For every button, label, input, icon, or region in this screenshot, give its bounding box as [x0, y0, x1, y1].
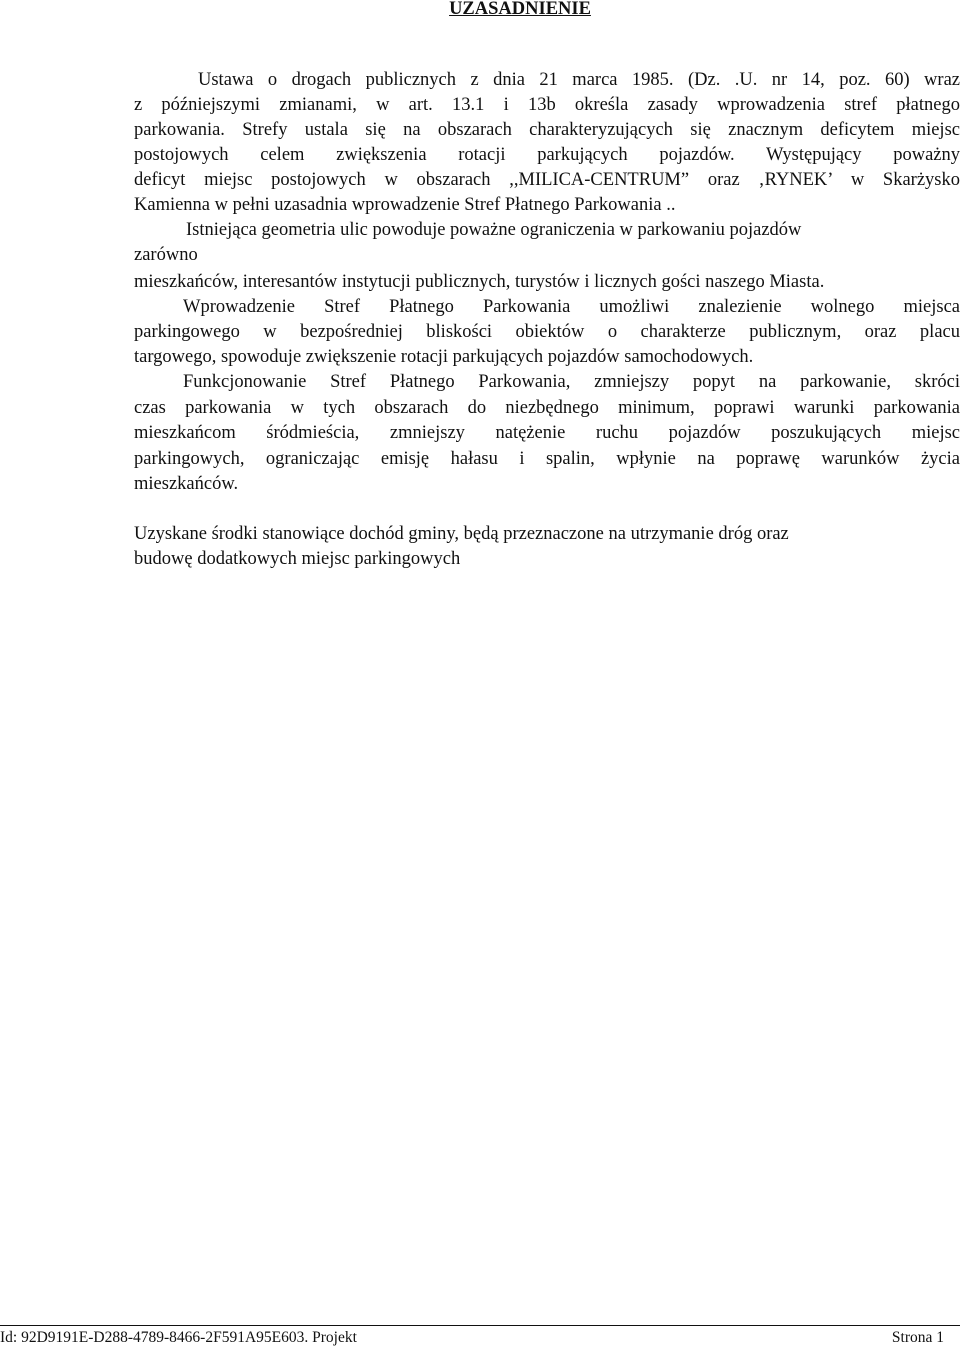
- paragraph-2-line: Wprowadzenie Stref Płatnego Parkowania umożliwi znalezienie wolnego miejsca: [183, 297, 960, 317]
- paragraph-3-line: mieszkańcom śródmieścia, zmniejszy natężenie ruchu pojazdów poszukujących miejsc: [134, 423, 960, 443]
- paragraph-1-line: Ustawa o drogach publicznych z dnia 21 marca 1985. (Dz. .U. nr 14, poz. 60) wraz: [198, 70, 960, 90]
- paragraph-1-line: parkowania. Strefy ustala się na obszarach charakteryzujących się znacznym deficytem miejsc: [134, 120, 960, 140]
- paragraph-1-line: z późniejszymi zmianami, w art. 13.1 i 13b określa zasady wprowadzenia stref płatnego: [134, 95, 960, 115]
- paragraph-4-line: Uzyskane środki stanowiące dochód gminy, będą przeznaczone na utrzymanie dróg oraz: [134, 524, 789, 544]
- paragraph-3-line: parkingowych, ograniczając emisję hałasu i spalin, wpłynie na poprawę warunków życia: [134, 449, 960, 469]
- paragraph-1-line: deficyt miejsc postojowych w obszarach ,,MILICA-CENTRUM” oraz ‚RYNEK’ w Skarżysko: [134, 170, 960, 190]
- footer-rule: [0, 1325, 960, 1326]
- paragraph-3-line: Funkcjonowanie Stref Płatnego Parkowania, zmniejszy popyt na parkowanie, skróci: [183, 372, 960, 392]
- paragraph-3-line: mieszkańców.: [134, 474, 239, 494]
- page-title: UZASADNIENIE: [449, 0, 591, 19]
- paragraph-2-line: parkingowego w bezpośredniej bliskości obiektów o charakterze publicznym, oraz placu: [134, 322, 960, 342]
- paragraph-4-line: budowę dodatkowych miejsc parkingowych: [134, 549, 461, 569]
- footer-page-number: Strona 1: [891, 1329, 944, 1346]
- paragraph-1-line: zarówno: [134, 245, 198, 265]
- footer-id: Id: 92D9191E-D288-4789-8466-2F591A95E603. Projekt: [0, 1329, 357, 1346]
- paragraph-1-line: mieszkańców, interesantów instytucji publicznych, turystów i licznych gości naszego Miasta.: [134, 272, 825, 292]
- paragraph-1-line: Kamienna w pełni uzasadnia wprowadzenie Stref Płatnego Parkowania ..: [134, 195, 676, 215]
- paragraph-3-line: czas parkowania w tych obszarach do niezbędnego minimum, poprawi warunki parkowania: [134, 398, 960, 418]
- paragraph-1-line: Istniejąca geometria ulic powoduje poważne ograniczenia w parkowaniu pojazdów: [186, 220, 802, 240]
- paragraph-2-line: targowego, spowoduje zwiększenie rotacji parkujących pojazdów samochodowych.: [134, 347, 754, 367]
- paragraph-1-line: postojowych celem zwiększenia rotacji parkujących pojazdów. Występujący poważny: [134, 145, 960, 165]
